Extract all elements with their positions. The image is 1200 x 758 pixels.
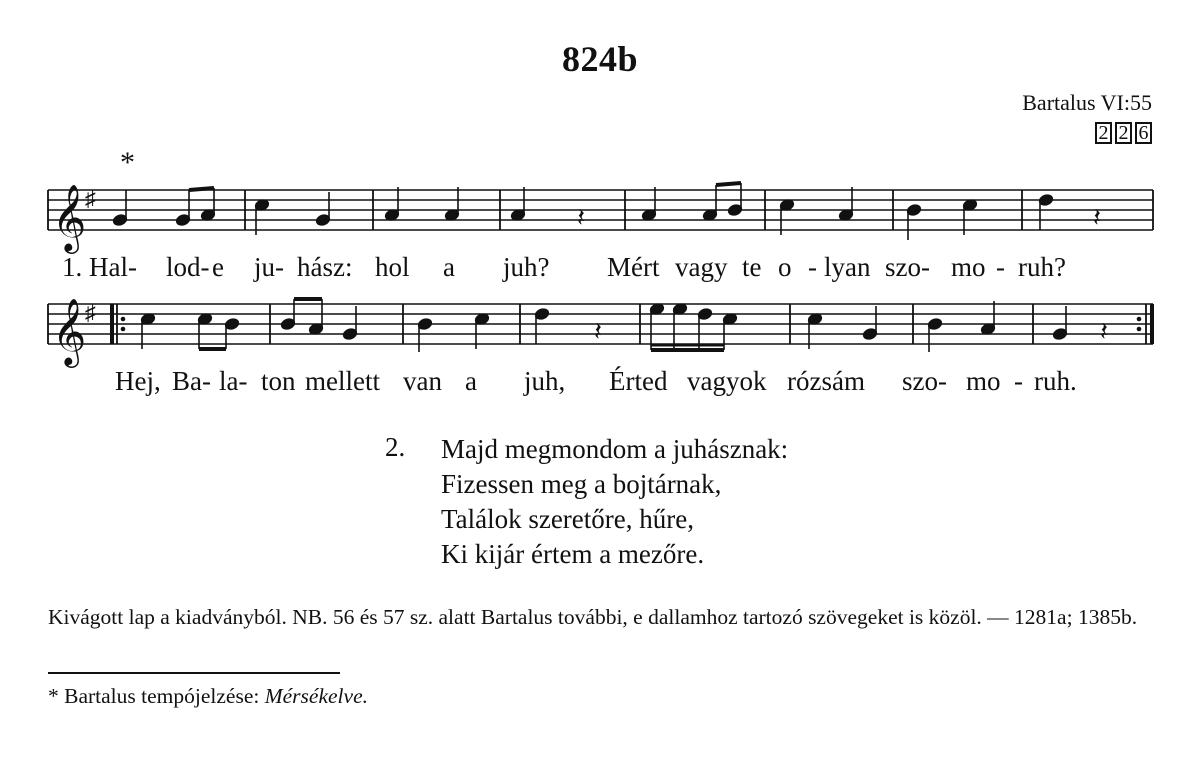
lyric-syllable: 1. Hal- — [62, 252, 137, 282]
lyric-syllable: rózsám — [787, 366, 865, 396]
stanza-line: Majd megmondom a juhásznak: — [441, 434, 789, 464]
stanza-number: 2. — [385, 432, 406, 462]
lyrics-line-1 — [0, 252, 1200, 288]
lyric-syllable: la- — [219, 366, 248, 396]
quarter-rest-icon: 𝄽 — [594, 317, 602, 346]
page-title: 824b — [561, 39, 639, 79]
lyric-syllable: szo- — [885, 252, 930, 282]
lyric-syllable: a — [443, 252, 455, 282]
lyric-syllable: ruh. — [1034, 366, 1077, 396]
code-box: 6 — [1135, 122, 1152, 144]
lyric-syllable: Érted — [609, 366, 668, 396]
lyric-syllable: Mért — [607, 252, 660, 282]
footnote-prefix: Bartalus tempójelzése: — [64, 684, 260, 708]
footnote-mark: * — [48, 684, 59, 708]
treble-clef-icon: 𝄞 — [52, 185, 87, 250]
sharp-icon: ♯ — [85, 300, 96, 325]
footnote-marker: * — [120, 146, 135, 179]
stanza-line: Fizessen meg a bojtárnak, — [441, 469, 722, 499]
lyric-syllable: ton — [261, 366, 296, 396]
lyric-syllable: lyan — [824, 252, 871, 282]
footnote — [48, 684, 368, 709]
classification-codes — [1095, 122, 1152, 144]
lyric-syllable: ju- — [254, 252, 284, 282]
quarter-rest-icon: 𝄽 — [1100, 317, 1108, 346]
editorial-note: Kivágott lap a kiadványból. NB. 56 és 57 sz. alatt Bartalus további, e dallamhoz tartozó szövegeket is közöl. — 1281a; 1385b. — [48, 605, 1138, 629]
lyric-syllable: Ba- — [172, 366, 211, 396]
lyric-syllable: juh? — [503, 252, 550, 282]
lyric-syllable: mo — [966, 366, 1001, 396]
lyric-syllable: mo — [951, 252, 986, 282]
lyric-syllable: mellett — [305, 366, 380, 396]
stanza-text — [441, 432, 788, 572]
lyric-syllable: vagy — [675, 252, 728, 282]
lyric-syllable: juh, — [524, 366, 566, 396]
lyric-syllable: hász: — [297, 252, 353, 282]
stanza-line: Ki kijár értem a mezőre. — [441, 539, 705, 569]
lyric-syllable: lod- — [166, 252, 210, 282]
stanza-line: Találok szeretőre, hűre, — [441, 504, 694, 534]
lyric-syllable: ruh? — [1018, 252, 1066, 282]
lyrics-line-2 — [0, 366, 1200, 402]
quarter-rest-icon: 𝄽 — [1093, 203, 1101, 232]
treble-clef-icon: 𝄞 — [52, 299, 87, 364]
code-box: 2 — [1095, 122, 1112, 144]
lyric-syllable: - — [1014, 366, 1023, 396]
quarter-rest-icon: 𝄽 — [577, 203, 585, 232]
lyric-syllable: hol — [375, 252, 410, 282]
lyric-syllable: - — [996, 252, 1005, 282]
lyric-syllable: e — [212, 252, 224, 282]
lyric-syllable: vagyok — [687, 366, 767, 396]
lyric-syllable: o — [778, 252, 792, 282]
footnote-divider — [48, 672, 340, 674]
lyric-syllable: szo- — [902, 366, 947, 396]
lyric-syllable: Hej, — [115, 366, 161, 396]
lyric-syllable: van — [403, 366, 442, 396]
sharp-icon: ♯ — [85, 186, 96, 211]
tempo-marking: Mérsékelve. — [264, 684, 368, 708]
code-box: 2 — [1115, 122, 1132, 144]
lyric-syllable: - — [808, 252, 817, 282]
lyric-syllable: a — [465, 366, 477, 396]
lyric-syllable: te — [742, 252, 762, 282]
source-reference: Bartalus VI:55 — [1022, 90, 1152, 115]
